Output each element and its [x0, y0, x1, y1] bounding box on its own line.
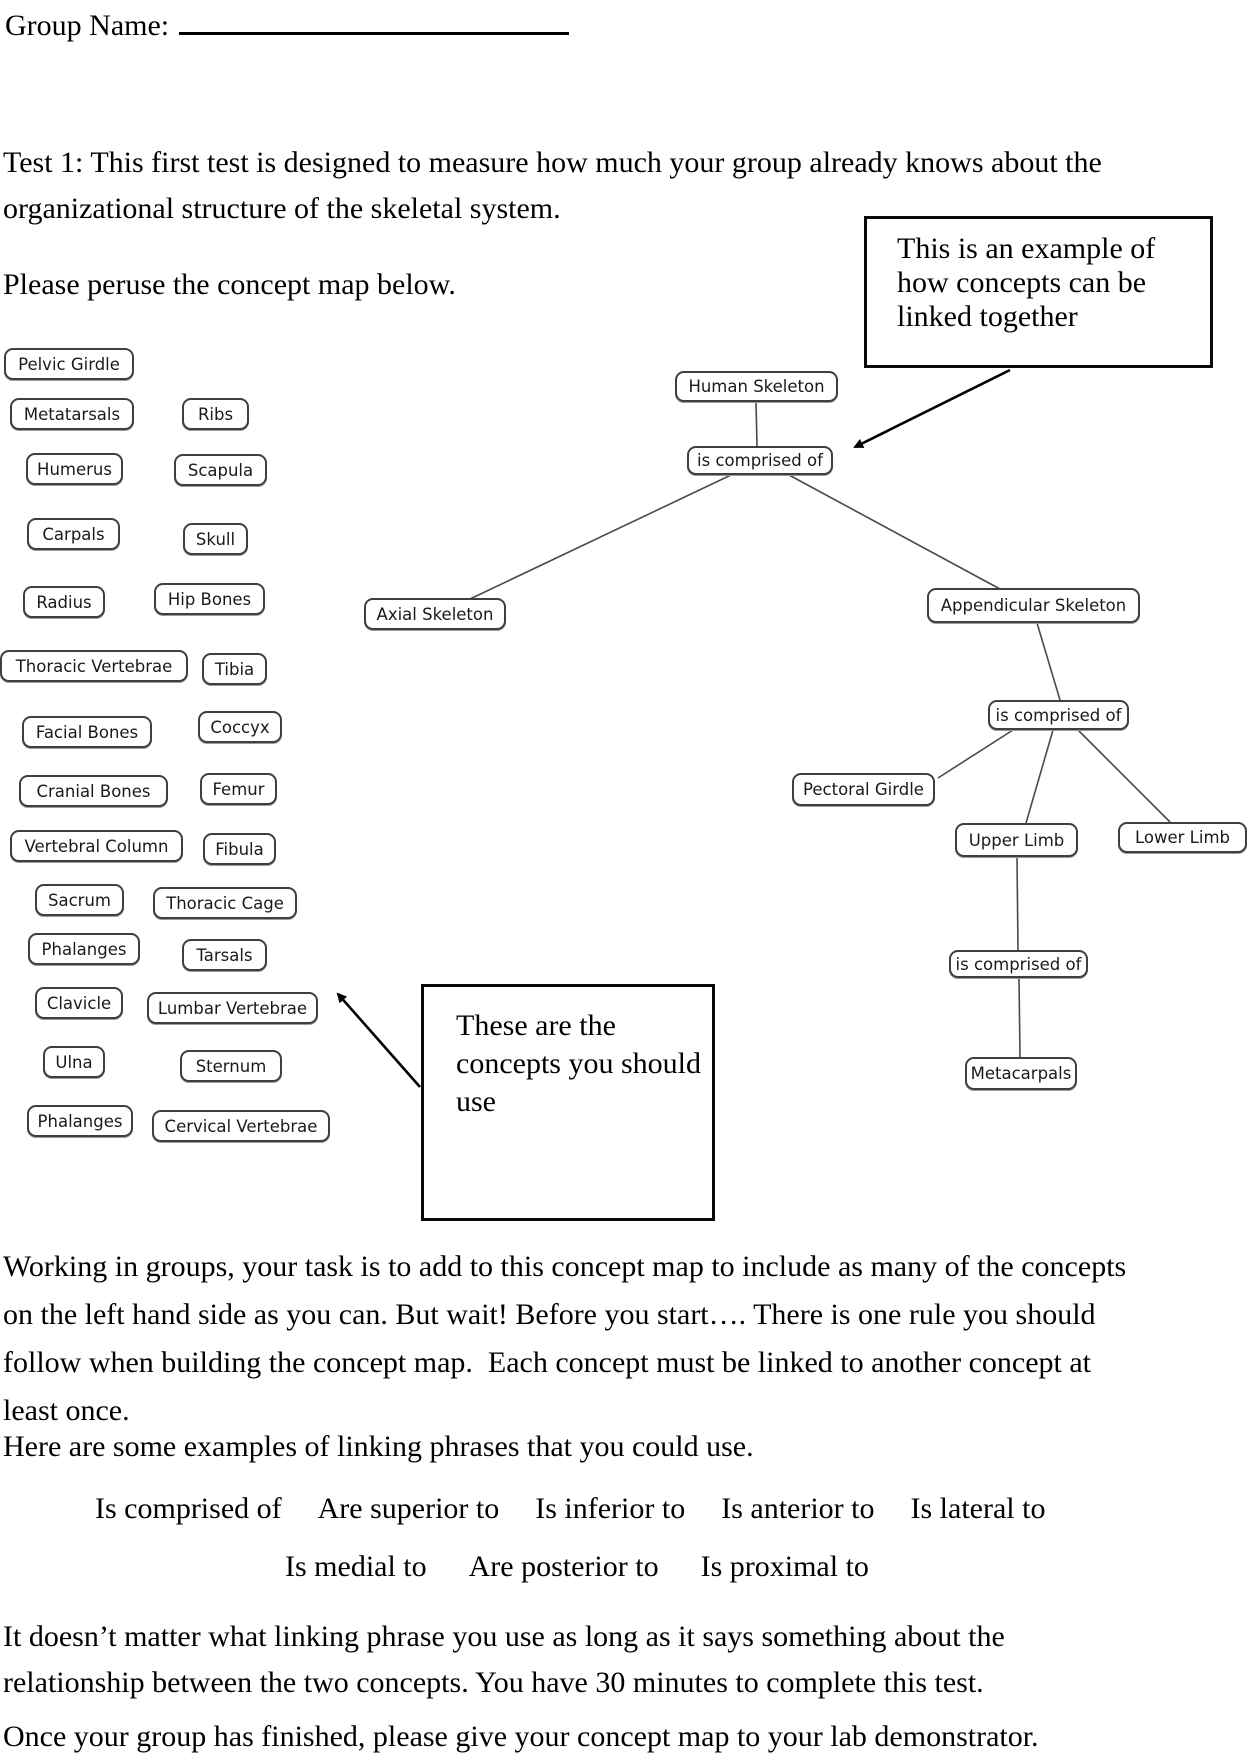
map-node-lower-limb: Lower Limb	[1118, 822, 1247, 853]
bank-node-tibia: Tibia	[202, 653, 267, 685]
example-callout	[864, 216, 1213, 368]
bank-node-skull: Skull	[183, 523, 248, 555]
closing-line-2: relationship between the two concepts. You have 30 minutes to complete this test.	[3, 1666, 984, 1699]
bank-node-humerus: Humerus	[26, 453, 123, 485]
working-line-4: least once.	[3, 1394, 130, 1427]
bank-node-ribs: Ribs	[182, 398, 249, 430]
bank-node-pelvic-girdle: Pelvic Girdle	[4, 348, 134, 380]
bank-node-fibula: Fibula	[203, 833, 276, 865]
callout-arrow	[338, 994, 420, 1087]
linking-phrase-is-inferior-to: Is inferior to	[535, 1492, 686, 1525]
bank-node-femur: Femur	[200, 773, 277, 805]
bank-node-sternum: Sternum	[180, 1050, 282, 1082]
linking-phrases-row2	[285, 1550, 869, 1584]
bank-node-clavicle: Clavicle	[35, 987, 123, 1019]
bank-node-phalanges: Phalanges	[27, 1105, 133, 1137]
intro-line-2: organizational structure of the skeletal system.	[3, 192, 561, 225]
linking-phrases-row1	[95, 1492, 1045, 1526]
bank-node-scapula: Scapula	[174, 454, 267, 486]
map-node-pectoral-girdle: Pectoral Girdle	[792, 773, 935, 806]
working-paragraph	[3, 1243, 1126, 1435]
bank-node-lumbar-vertebrae: Lumbar Vertebrae	[147, 992, 318, 1024]
map-edge	[1026, 730, 1053, 823]
linking-phrase-are-superior-to: Are superior to	[317, 1492, 500, 1525]
working-line-1: Working in groups, your task is to add to this concept map to include as many of the concepts	[3, 1250, 1127, 1283]
map-node-axial-skeleton: Axial Skeleton	[364, 598, 506, 630]
map-node-is-comprised-of: is comprised of	[949, 950, 1088, 978]
group-name-row	[5, 2, 569, 43]
bank-node-phalanges: Phalanges	[28, 933, 140, 965]
concepts-callout	[421, 984, 715, 1221]
linking-phrase-is-lateral-to: Is lateral to	[910, 1492, 1046, 1525]
map-edge	[1019, 978, 1020, 1057]
map-node-is-comprised-of: is comprised of	[687, 446, 833, 475]
map-edge	[1078, 730, 1170, 822]
linking-phrase-is-anterior-to: Is anterior to	[721, 1492, 875, 1525]
group-name-blank	[179, 2, 569, 35]
map-node-metacarpals: Metacarpals	[965, 1057, 1077, 1090]
map-node-is-comprised-of: is comprised of	[988, 700, 1129, 730]
bank-node-coccyx: Coccyx	[198, 711, 282, 743]
group-name-label: Group Name:	[5, 9, 170, 42]
bank-node-metatarsals: Metatarsals	[10, 398, 134, 430]
working-line-3: follow when building the concept map. Each concept must be linked to another concept at	[3, 1346, 1091, 1379]
map-node-human-skeleton: Human Skeleton	[675, 371, 838, 402]
bank-node-sacrum: Sacrum	[35, 884, 124, 916]
map-edge	[1037, 623, 1060, 700]
bank-node-tarsals: Tarsals	[182, 939, 267, 971]
final-line: Once your group has finished, please give your concept map to your lab demonstrator.	[3, 1720, 1039, 1753]
map-edge	[470, 475, 731, 599]
working-line-2: on the left hand side as you can. But wait! Before you start…. There is one rule you should	[3, 1298, 1096, 1331]
linking-phrase-is-medial-to: Is medial to	[285, 1550, 427, 1583]
linking-phrase-is-comprised-of: Is comprised of	[95, 1492, 282, 1525]
concepts-callout-line-1: These are the	[456, 1009, 616, 1042]
peruse-line: Please peruse the concept map below.	[3, 268, 456, 301]
example-callout-line-3: linked together	[897, 300, 1078, 333]
bank-node-carpals: Carpals	[27, 518, 120, 550]
edge-group	[338, 370, 1170, 1087]
example-callout-line-2: how concepts can be	[897, 266, 1147, 299]
bank-node-thoracic-cage: Thoracic Cage	[153, 887, 297, 919]
bank-node-facial-bones: Facial Bones	[22, 716, 152, 748]
bank-node-cranial-bones: Cranial Bones	[19, 775, 168, 807]
bank-node-cervical-vertebrae: Cervical Vertebrae	[152, 1110, 330, 1142]
intro-line-1: Test 1: This first test is designed to measure how much your group already knows about the	[3, 146, 1102, 179]
concepts-callout-line-3: use	[456, 1085, 496, 1118]
examples-intro-line: Here are some examples of linking phrases that you could use.	[3, 1430, 754, 1463]
bank-node-ulna: Ulna	[43, 1046, 105, 1078]
map-edge	[938, 730, 1013, 778]
callout-arrow	[855, 370, 1010, 447]
map-edge	[789, 475, 1000, 589]
map-edge	[1017, 857, 1018, 950]
bank-node-radius: Radius	[23, 586, 105, 618]
closing-line-1: It doesn’t matter what linking phrase you use as long as it says something about the	[3, 1620, 1005, 1653]
closing-paragraph	[3, 1614, 1005, 1706]
map-edge	[756, 402, 757, 446]
bank-node-hip-bones: Hip Bones	[154, 583, 265, 615]
map-node-upper-limb: Upper Limb	[955, 823, 1078, 857]
concepts-callout-line-2: concepts you should	[456, 1047, 701, 1080]
example-callout-line-1: This is an example of	[897, 232, 1156, 265]
map-node-appendicular-skeleton: Appendicular Skeleton	[927, 588, 1140, 623]
linking-phrase-are-posterior-to: Are posterior to	[468, 1550, 659, 1583]
linking-phrase-is-proximal-to: Is proximal to	[700, 1550, 869, 1583]
bank-node-vertebral-column: Vertebral Column	[10, 830, 183, 862]
bank-node-thoracic-vertebrae: Thoracic Vertebrae	[0, 650, 188, 682]
